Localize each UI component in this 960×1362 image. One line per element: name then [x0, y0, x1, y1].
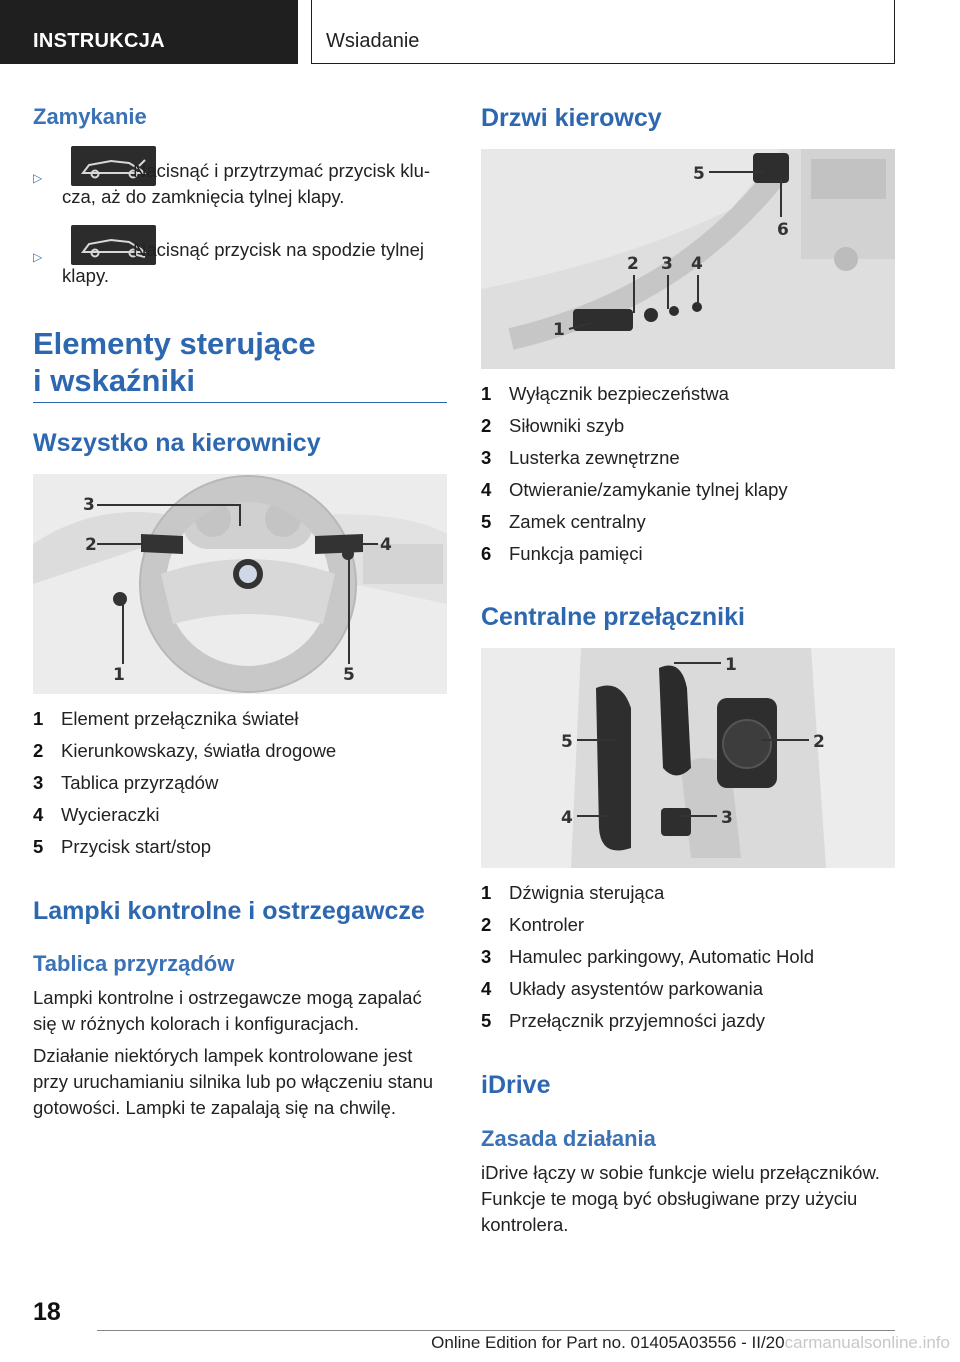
list-item: 3 Lusterka zewnętrzne: [481, 447, 680, 468]
bullet-triangle-icon: ▷: [33, 171, 43, 185]
center-heading: Centralne przełączniki: [481, 603, 745, 631]
closing-bullet-1: [33, 158, 447, 218]
list-item: 2 Kontroler: [481, 914, 585, 935]
door-legend: [481, 381, 895, 573]
svg-text:3: 3: [721, 808, 733, 828]
closing-bullet-2: [33, 237, 447, 297]
footer-rule: [97, 1330, 895, 1331]
header-section-tab: [0, 0, 298, 64]
svg-text:2: 2: [627, 254, 639, 274]
lamps-heading: Lampki kontrolne i ostrzegawcze: [33, 897, 425, 925]
svg-text:1: 1: [725, 655, 737, 675]
list-item: 4 Wycieraczki: [33, 804, 160, 825]
section-rule: [33, 402, 447, 403]
svg-text:3: 3: [83, 495, 95, 515]
svg-text:1: 1: [553, 320, 565, 340]
list-item: 5 Przycisk start/stop: [33, 836, 212, 857]
steering-wheel-photo: [33, 474, 447, 694]
svg-text:4: 4: [691, 254, 703, 274]
svg-text:2: 2: [813, 732, 825, 752]
header-section-label: INSTRUKCJA: [33, 30, 165, 52]
closing-bullet-2-line2: klapy.: [62, 265, 109, 286]
list-item: 3 Hamulec parkingowy, Automatic Hold: [481, 946, 815, 967]
page-number: 18: [33, 1298, 61, 1326]
list-item: 1 Wyłącznik bezpieczeństwa: [481, 383, 729, 404]
svg-text:4: 4: [380, 535, 392, 555]
controls-title: [33, 325, 316, 399]
list-item: 6 Funkcja pamięci: [481, 543, 643, 564]
idrive-subheading: Zasada działania: [481, 1126, 656, 1151]
list-item: 5 Przełącznik przyjemności jazdy: [481, 1010, 766, 1031]
header-chapter-tab: [311, 0, 895, 64]
lamps-paragraph-2: Działanie niektórych lampek kontrolowane jest przy uruchamianiu silnika lub po włączeniu stanu gotowości. Lampki te zapalają się na chwilę.: [33, 1045, 434, 1118]
bullet-triangle-icon: ▷: [33, 250, 43, 264]
list-item: 1 Dźwignia sterująca: [481, 882, 665, 903]
svg-text:1: 1: [113, 665, 125, 685]
footer-watermark: carmanualsonline.info: [784, 1333, 950, 1352]
list-item: 4 Otwieranie/zamykanie tylnej klapy: [481, 479, 788, 500]
controls-title-line1: Elementy sterujące: [33, 326, 316, 361]
closing-bullet-1-line1: Nacisnąć i przytrzymać przycisk klu-: [133, 160, 431, 181]
list-item: 4 Układy asystentów parkowania: [481, 978, 763, 999]
svg-text:3: 3: [661, 254, 673, 274]
svg-text:5: 5: [561, 732, 573, 752]
idrive-paragraph: iDrive łączy w sobie funkcje wielu przełączników. Funkcje te mogą być obsługiwane przy użyciu kontrolera.: [481, 1162, 880, 1235]
list-item: 2 Siłowniki szyb: [481, 415, 625, 436]
svg-text:5: 5: [343, 665, 355, 685]
list-item: 3 Tablica przyrządów: [33, 772, 219, 793]
footer-edition-text: Online Edition for Part no. 01405A03556 - II/20: [431, 1333, 785, 1352]
lamps-paragraph-1: Lampki kontrolne i ostrzegawcze mogą zapalać się w różnych kolorach i konfiguracjach.: [33, 987, 422, 1034]
closing-bullet-1-line2: cza, aż do zamknięcia tylnej klapy.: [62, 186, 345, 207]
steering-heading: Wszystko na kierownicy: [33, 429, 321, 457]
controls-title-line2: i wskaźniki: [33, 363, 195, 398]
closing-bullet-2-line1: Nacisnąć przycisk na spodzie tylnej: [133, 239, 424, 260]
list-item: 2 Kierunkowskazy, światła drogowe: [33, 740, 337, 761]
lamps-subheading: Tablica przyrządów: [33, 951, 235, 976]
center-legend: [481, 880, 895, 1040]
list-item: 5 Zamek centralny: [481, 511, 646, 532]
svg-text:6: 6: [777, 220, 789, 240]
door-heading: Drzwi kierowcy: [481, 104, 662, 132]
list-item: 1 Element przełącznika świateł: [33, 708, 299, 729]
center-console-photo: [481, 648, 895, 868]
header-chapter-label: Wsiadanie: [326, 30, 420, 52]
closing-heading: Zamykanie: [33, 104, 147, 129]
svg-text:2: 2: [85, 535, 97, 555]
steering-legend: [33, 706, 447, 866]
svg-text:4: 4: [561, 808, 573, 828]
driver-door-photo: [481, 149, 895, 369]
footer-edition: [300, 1333, 950, 1353]
svg-text:5: 5: [693, 164, 705, 184]
idrive-heading: iDrive: [481, 1071, 551, 1099]
